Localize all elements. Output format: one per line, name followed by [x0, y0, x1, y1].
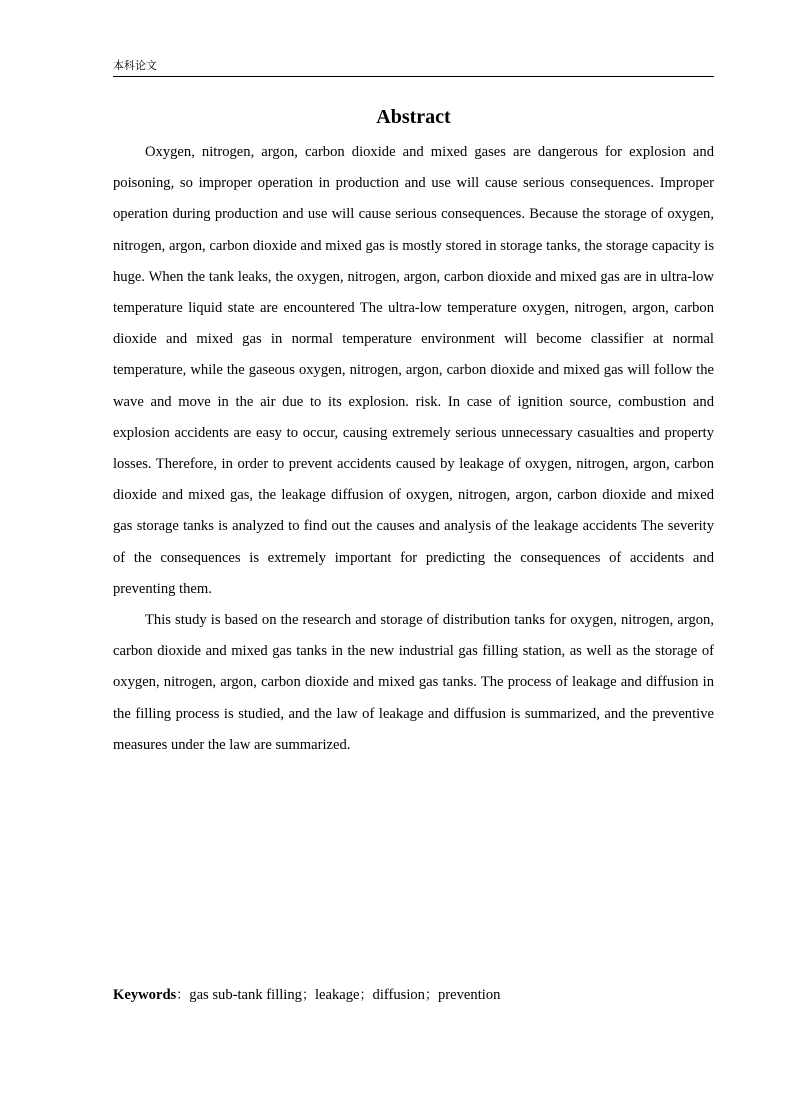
keywords-label-separator: ：	[176, 988, 190, 1003]
keyword-separator: ；	[301, 988, 315, 1003]
abstract-title: Abstract	[376, 106, 451, 128]
keyword-separator: ；	[359, 988, 373, 1003]
keyword-item: diffusion	[372, 987, 425, 1003]
page-header	[113, 58, 714, 77]
abstract-paragraph-2: This study is based on the research and storage of distribution tanks for oxygen, nitrogen, argon, carbon dioxide and mixed gas tanks in the new industrial gas filling station, as well as the storage of oxygen, nitrogen, argon, carbon dioxide and mixed gas tanks. The process of leakage and diffusion in the filling process is studied, and the law of leakage and diffusion is summarized, and the preventive measures under the law are summarized.	[113, 612, 714, 753]
header-text: 本科论文	[113, 59, 157, 72]
keyword-item: gas sub-tank filling	[189, 987, 302, 1003]
keywords-line	[113, 981, 714, 1010]
keyword-item: leakage	[314, 987, 360, 1003]
keyword-item: prevention	[438, 987, 501, 1003]
keyword-separator: ；	[424, 988, 438, 1003]
keywords-label: Keywords	[113, 987, 177, 1003]
abstract-body	[113, 137, 714, 761]
abstract-paragraph-1: Oxygen, nitrogen, argon, carbon dioxide and mixed gases are dangerous for explosion and poisoning, so improper operation in production and use will cause serious consequences. Improper operation during production and use will cause serious consequences. Because the storage of oxygen, nitrogen, argon, carbon dioxide and mixed gas is mostly stored in storage tanks, the storage capacity is huge. When the tank leaks, the oxygen, nitrogen, argon, carbon dioxide and mixed gas are in ultra-low temperature liquid state are encountered The ultra-low temperature oxygen, nitrogen, argon, carbon dioxide and mixed gas in normal temperature environment will become classifier at normal temperature, while the gaseous oxygen, nitrogen, argon, carbon dioxide and mixed gas will follow the wave and move in the air due to its explosion. risk. In case of ignition source, combustion and explosion accidents are easy to occur, causing extremely serious unnecessary casualties and property losses. Therefore, in order to prevent accidents caused by leakage of oxygen, nitrogen, argon, carbon dioxide and mixed gas, the leakage diffusion of oxygen, nitrogen, argon, carbon dioxide and mixed gas storage tanks is analyzed to find out the causes and analysis of the leakage accidents The severity of the consequences is extremely important for predicting the consequences of accidents and preventing them.	[113, 144, 714, 597]
